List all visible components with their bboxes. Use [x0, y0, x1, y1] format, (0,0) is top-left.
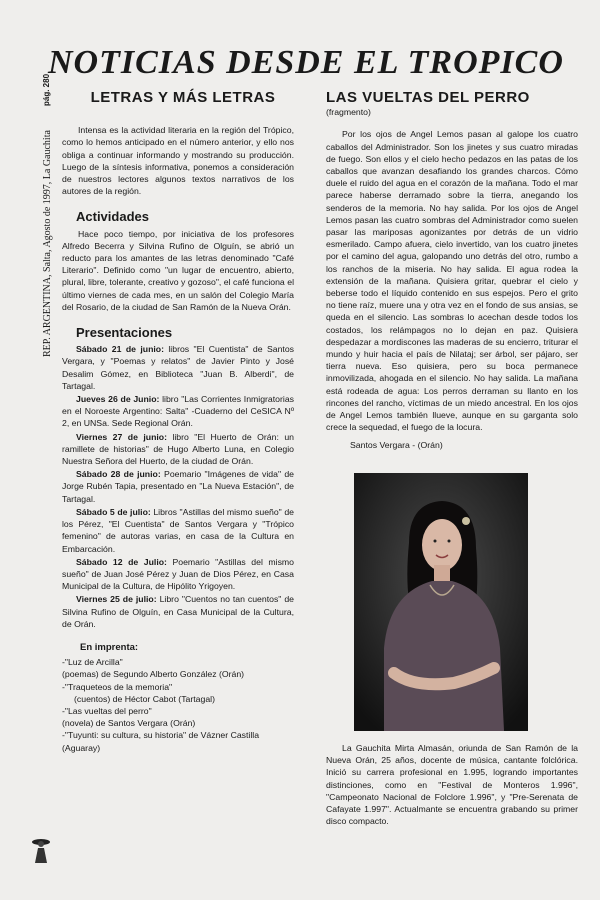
item-text: Libros "Astillas del mismo sueño" de los Pérez, "El Cuentista" de Santos Vergara y "Trópico femenino" de autoras varias, en casa de la Cultura en Embarcación.: [62, 506, 294, 554]
gaucho-figure-icon: [30, 835, 52, 865]
item-date: Viernes 25 de julio:: [76, 594, 157, 605]
left-column: [62, 89, 295, 892]
list-item: [62, 556, 294, 593]
imprenta-title: -"Luz de Arcilla": [62, 657, 123, 668]
caption-text: La Gauchita Mirta Almasán, oriunda de San Ramón de la Nueva Orán, 25 años, docente de música, cantante folclórica. Inició su carrera profesional en 1.995, logrando importantes distinciones, como en "Festival de Monteros 1.996", "Campeonato Nacional de Folclore 1.996", y "Pre-Serenata de Cafayate 1.997". Actualmante se encuentra grabando su primer disco compacto.: [326, 743, 578, 827]
presentaciones-list: [62, 343, 294, 630]
item-date: Sábado 12 de Julio:: [76, 556, 167, 567]
imprenta-detail: (Aguaray): [62, 742, 101, 753]
list-item: [62, 468, 294, 505]
imprenta-heading: En imprenta:: [80, 641, 139, 653]
photo-caption: [326, 742, 578, 827]
item-text: libro "El Huerto de Orán: un ramillete de historias" de Hugo Alberto Luna, en Colegio Nuestra Señora del Huerto, de la ciudad de Orán.: [62, 431, 294, 467]
imprenta-list: [62, 656, 294, 754]
imprenta-detail: (novela) de Santos Vergara (Orán): [62, 718, 196, 729]
item-text: Libro "Cuentos no tan cuentos" de Silvina Rufino de Olguín, en Casa Municipal de la Cultura, de Orán.: [62, 594, 295, 629]
imprenta-detail: (poemas) de Segundo Alberto González (Orán): [62, 669, 245, 680]
section-title-vueltas: LAS VUELTAS DEL PERRO: [326, 89, 530, 106]
imprenta-detail: (cuentos) de Héctor Cabot (Tartagal): [74, 693, 215, 704]
story-paragraph: Por los ojos de Angel Lemos pasan al galope los cuatro caballos del Administrador. Son los jinetes y sus cuatro miradas de fuego. Son ellos y el cielo hecho pedazos en las patas de los caballos que avanzan desafiando los grandes charcos. Cómo duele el ruido del agua en el corazón de la mañana. Todo el mar parece haberse derramado sobre la tierra, anegando los senderos de la memoria. No hay salida. Por los ojos de Angel Lemos pasan las cuatro sombras del Administrador como suelen pasar las mariposas agonizantes por detrás de un vidrio esmerilado. Campo afuera, cielo invertido, van los cuatro jinetes por el camino del agua, galopando uno detrás del otro, rumbo a los ranchos de la miseria. No hay salida. El agua rodea la extensión de la mañana. Quisiera gritar, quebrar el cielo y beberse todo el líquido contenido en sus espejos. Pero el grito no tiene raíz, muere una y otra vez en el fondo de sus ansias, se queda en el silencio. Las sombras lo acechan desde todos los costados, los relámpagos no lo dejan en paz. Quisiera despedazar a mordiscones las maderas de su encierro, triturar el mundo y huir hacia el país de Nilataj; ser árbol, ser pájaro, ser tierra nueva. Eso quisiera, pero su boca permanece inmovilizada, ahogada en el silencio. No hay salida. La mañana está rodeada de agua: Los perros derraman su llanto en los rincones del rancho, víctimas de un miedo ancestral. En los ojos de Angel Lemos también llueve, aunque en su garganta solo crece la sequedad, el fuego de la locura.: [326, 129, 578, 433]
item-text: Poemario "Astillas del mismo sueño" de Juan José Pérez y Juan de Dios Pérez, en Casa Municipal de la Cultura, de Hipólito Yrigoyen.: [62, 556, 295, 592]
author-signature: Santos Vergara - (Orán): [350, 440, 443, 451]
imprenta-title: -"Las vueltas del perro": [62, 705, 152, 716]
issue-line: REP. ARGENTINA, Salta, Agosto de 1997, La Gauchita: [42, 130, 53, 357]
item-text: Poemario "Imágenes de vida" de Jorge Rubén Tapia, presentado en "La Nueva Estación", de Tartagal.: [62, 469, 295, 504]
page-number: pág. 280: [42, 73, 51, 106]
masthead-title: NOTICIAS DESDE EL TROPICO: [48, 44, 564, 81]
item-date: Sábado 28 de junio:: [76, 469, 161, 480]
item-date: Jueves 26 de Junio:: [76, 394, 160, 405]
portrait-illustration: [354, 473, 528, 731]
imprenta-title: -"Traqueteos de la memoria": [62, 681, 173, 692]
imprenta-title: -"Tuyunti: su cultura, su historia" de Vázner Castilla: [62, 730, 260, 741]
intro-paragraph: Intensa es la actividad literaria en la región del Trópico, como lo hemos anticipado en el número anterior, y ello nos obliga a continuar informando y mostrando su producción. Luego de la síntesis informativa, ponemos a consideración de nuestros lectores algunos textos narrativos de los autores de la región.: [62, 125, 294, 197]
item-text: libros "El Cuentista" de Santos Vergara, y "Poemas y relatos" de Javier Pinto y José Desalim Gómez, en Biblioteca "Juan B. Alberdi", de Tartagal.: [62, 344, 294, 391]
presentaciones-heading: Presentaciones: [76, 325, 173, 341]
section-title-letras: LETRAS Y MÁS LETRAS: [90, 89, 276, 106]
list-item: [62, 431, 294, 468]
list-item: [62, 393, 294, 430]
list-item: [62, 593, 294, 630]
fragment-label: (fragmento): [326, 107, 371, 118]
item-date: Sábado 5 de julio:: [76, 506, 151, 517]
actividades-paragraph: Hace poco tiempo, por iniciativa de los profesores Alfredo Becerra y Silvina Rufino de Olguín, se abrió un reducto para los amantes de las letras denominado "Café Literario". Definido como "un lugar de encuentro, abierto, plural, libre, tolerante, creativo y gozoso", el café funciona el último viernes de cada mes, en un salón del Colegio María del Rosario, de la ciudad de San Ramón de la Nueva Orán.: [62, 228, 294, 312]
portrait-photo: [354, 473, 528, 731]
actividades-heading: Actividades: [76, 209, 149, 225]
list-item: [62, 506, 294, 555]
item-text: libro "Las Corrientes Inmigratorias en el Noroeste Argentino: Salta" -Cuaderno del CeSICA Nº 2, en UNSa. Sede Regional Orán.: [62, 394, 294, 429]
sidebar-strip: [28, 62, 53, 362]
list-item: [62, 343, 294, 392]
item-date: Sábado 21 de junio:: [76, 344, 164, 355]
item-date: Viernes 27 de junio:: [76, 431, 167, 442]
